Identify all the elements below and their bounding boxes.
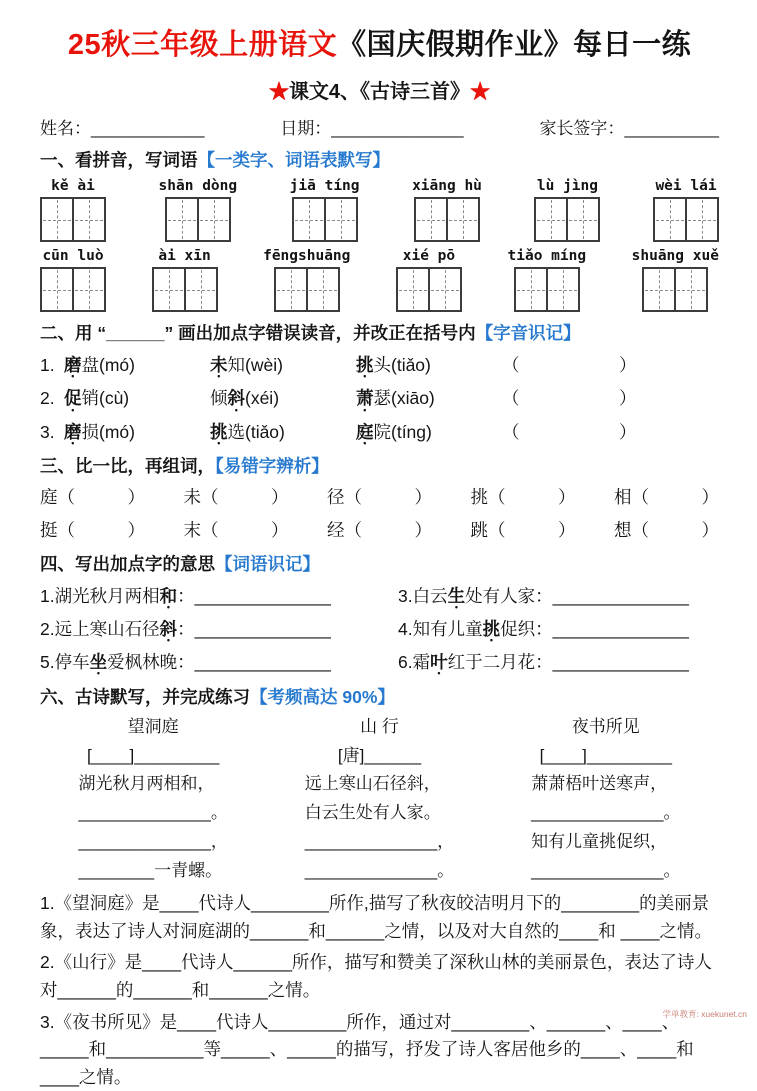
- row-number: 2.: [40, 388, 55, 409]
- section2-tag: 【字音识记】: [475, 323, 581, 343]
- row-number: 3.: [40, 421, 55, 442]
- pinyin-label: fēngshuāng: [263, 248, 351, 264]
- dotted-char: 斜: [227, 388, 245, 409]
- writing-grid: [292, 197, 358, 242]
- question-1: 1.《望洞庭》是____代诗人________所作,描写了秋夜皎洁明月下的________的美丽景象，表达了诗人对洞庭湖的______和______之情，以及对大自然的____和 ____之情。: [40, 892, 713, 941]
- poem-line: 远上寒山石径斜，: [304, 774, 441, 794]
- pinyin-label: xiāng hù: [412, 178, 482, 194]
- pinyin-item: [40, 178, 106, 242]
- meta-row: [40, 114, 719, 139]
- writing-grid: [165, 197, 231, 242]
- pinyin-label: shuāng xuě: [631, 248, 719, 264]
- poem-line: ______________。: [304, 861, 455, 881]
- dotted-char: 挑: [482, 619, 501, 640]
- date-blank: ______________: [331, 119, 464, 138]
- word-item: 挑头(tiǎo): [356, 353, 502, 378]
- word-item: 挑选(tiǎo): [210, 420, 356, 445]
- compare-item: 相（ ）: [614, 487, 719, 508]
- poem-line: ______________，: [304, 832, 455, 852]
- answer-blank: ______________: [552, 652, 689, 673]
- watermark: 学单教育: xuekunet.cn: [662, 1009, 747, 1019]
- compare-item: 跳（ ）: [470, 519, 576, 540]
- title-red-part: 25秋三年级上册语文: [67, 29, 338, 61]
- writing-grid: [152, 267, 218, 312]
- pinyin-item: [632, 248, 719, 312]
- meaning-item: 2.远上寒山石径斜：______________: [40, 616, 398, 642]
- dotted-char: 萧: [356, 388, 374, 409]
- poem-line: 白云生处有人家。: [304, 803, 441, 823]
- dotted-char: 未: [210, 355, 228, 375]
- pinyin-label: tiǎo míng: [507, 248, 587, 264]
- poem-author-blank: [____]_________: [86, 745, 220, 765]
- page-title: [40, 22, 719, 63]
- pinyin-label: jiā tíng: [289, 178, 360, 194]
- poem-line: ______________。: [78, 803, 228, 823]
- word-item: 磨损(mó): [64, 420, 210, 445]
- meaning-grid: [40, 576, 719, 676]
- poem-shanxing: [266, 713, 492, 886]
- dotted-char: 庭: [356, 421, 374, 442]
- section2-heading-pre: 二、用 “: [40, 323, 107, 343]
- dotted-char: 坐: [89, 652, 108, 673]
- poem-author-blank: [____]_________: [539, 745, 672, 765]
- writing-grid: [534, 197, 600, 242]
- poem-line: ______________。: [531, 861, 681, 881]
- compare-item: 想（ ）: [614, 519, 719, 540]
- compare-item: 末（ ）: [183, 519, 289, 540]
- meaning-item: 3.白云生处有人家：______________: [398, 583, 719, 609]
- compare-item: 挺（ ）: [40, 519, 145, 540]
- writing-grid: [40, 267, 106, 312]
- pinyin-item: [653, 178, 719, 242]
- meaning-item: 6.霜叶红于二月花：______________: [398, 649, 719, 675]
- answer-blank: ______________: [194, 585, 331, 606]
- signature-blank: __________: [624, 119, 719, 138]
- compare-item: 庭（ ）: [40, 487, 145, 508]
- poem-lines: [78, 770, 227, 886]
- section4-heading: [40, 551, 719, 576]
- section1-heading-text: 一、看拼音，写词语: [40, 150, 198, 170]
- poem-line: ________一青螺。: [78, 861, 223, 881]
- dotted-char: 生: [447, 585, 466, 606]
- pinyin-label: ài xīn: [158, 248, 211, 264]
- section4-heading-text: 四、写出加点字的意思: [40, 553, 215, 574]
- date-field: [280, 114, 463, 139]
- compare-row: [40, 485, 719, 510]
- poem-line: 萧萧梧叶送寒声，: [531, 774, 668, 794]
- word-item: 磨盘(mó): [64, 353, 210, 378]
- writing-grid: [274, 267, 340, 312]
- writing-grid: [642, 267, 708, 312]
- dotted-char: 促: [64, 388, 82, 409]
- dotted-char: 斜: [159, 619, 178, 640]
- pinyin-item: [159, 178, 238, 242]
- pinyin-item: [534, 178, 600, 242]
- star-icon: ★: [268, 81, 289, 103]
- writing-grid: [514, 267, 580, 312]
- word-item: 倾斜(xéi): [210, 386, 356, 411]
- section4-tag: 【词语识记】: [215, 553, 320, 574]
- meaning-item: 1.湖光秋月两相和：______________: [40, 583, 398, 609]
- pinyin-item: [290, 178, 360, 242]
- answer-blank: ______________: [194, 619, 331, 640]
- compare-item: 挑（ ）: [470, 487, 576, 508]
- word-item: 促销(cù): [64, 386, 210, 411]
- compare-item: 未（ ）: [183, 487, 289, 508]
- star-icon: ★: [470, 81, 491, 103]
- section1-tag: 【一类字、词语表默写】: [197, 150, 390, 170]
- meaning-item: 4.知有儿童挑促织：______________: [398, 616, 719, 642]
- signature-field: [539, 114, 719, 139]
- pinyin-label: xié pō: [402, 248, 456, 264]
- meaning-item: 5.停车坐爱枫林晚：______________: [40, 649, 398, 675]
- poem-title: 望洞庭: [127, 716, 179, 736]
- pinyin-item: [508, 248, 587, 312]
- pinyin-label: lù jìng: [536, 178, 598, 194]
- dotted-char: 磨: [64, 355, 82, 375]
- pinyin-row-2: [40, 248, 719, 312]
- poem-lines: [305, 770, 454, 886]
- poem-title: 山 行: [360, 716, 399, 736]
- writing-grid: [414, 197, 480, 242]
- pinyin-label: wèi lái: [655, 178, 717, 194]
- pinyin-row-1: [40, 178, 719, 242]
- poem-lines: [531, 770, 680, 886]
- questions-block: [40, 890, 719, 1091]
- answer-blank: ______________: [194, 652, 331, 673]
- section6-tag: 【考频高达 90%】: [250, 686, 395, 707]
- answer-blank: ______________: [552, 619, 689, 640]
- section2-heading-post: ” 画出加点字错误读音，并改正在括号内: [164, 323, 476, 343]
- section1-heading: [40, 147, 719, 172]
- pinyin-label: shān dòng: [158, 178, 238, 194]
- dotted-char: 和: [159, 585, 178, 606]
- answer-parentheses: （ ）: [502, 388, 639, 409]
- phonetic-row: [40, 386, 719, 411]
- name-label: 姓名：: [40, 119, 91, 138]
- section6-heading-text: 六、古诗默写，并完成练习: [40, 686, 250, 707]
- dotted-char: 挑: [356, 355, 374, 375]
- poem-yeshusuojian: [493, 713, 719, 886]
- poems-container: [40, 713, 719, 886]
- pinyin-label: kě ài: [51, 178, 95, 194]
- poem-wangdongting: [40, 713, 266, 886]
- word-item: 未知(wèi): [210, 353, 356, 378]
- pinyin-item: [152, 248, 218, 312]
- name-field: [40, 114, 204, 139]
- pinyin-label: cūn luò: [42, 248, 104, 264]
- question-2: 2.《山行》是____代诗人______所作，描写和赞美了深秋山林的美丽景色，表达了诗人对______的______和______之情。: [40, 952, 712, 1000]
- compare-item: 径（ ）: [327, 487, 432, 508]
- section3-heading-text: 三、比一比，再组词，: [40, 456, 215, 477]
- section3-tag: 【易错字辨析】: [215, 456, 329, 477]
- phonetic-row: [40, 420, 719, 445]
- writing-grid: [396, 267, 462, 312]
- dotted-char: 叶: [430, 652, 448, 673]
- writing-grid: [40, 197, 106, 242]
- section2-heading: [40, 320, 719, 345]
- row-number: 1.: [40, 355, 55, 375]
- word-item: 庭院(tíng): [356, 420, 502, 445]
- signature-label: 家长签字：: [539, 119, 625, 138]
- compare-row: [40, 518, 719, 543]
- answer-parentheses: （ ）: [502, 355, 639, 375]
- pinyin-item: [263, 248, 350, 312]
- pinyin-item: [412, 178, 482, 242]
- writing-grid: [653, 197, 719, 242]
- poem-author-blank: [唐]______: [337, 745, 422, 765]
- date-label: 日期：: [280, 119, 332, 138]
- answer-blank: ______________: [552, 585, 689, 606]
- answer-parentheses: （ ）: [502, 421, 639, 442]
- subtitle-text: 课文4、《古诗三首》: [288, 81, 471, 103]
- word-item: 萧瑟(xiāo): [356, 386, 502, 411]
- dotted-char: 磨: [64, 421, 82, 442]
- phonetic-row: [40, 353, 719, 378]
- compare-item: 经（ ）: [327, 519, 432, 540]
- title-black-part: 《国庆假期作业》每日一练: [337, 29, 692, 61]
- poem-line: ______________。: [531, 803, 681, 823]
- poem-line: ______________，: [78, 832, 228, 852]
- dotted-char: 挑: [210, 421, 228, 442]
- pinyin-item: [396, 248, 462, 312]
- section6-heading: [40, 684, 719, 709]
- question-3: 3.《夜书所见》是____代诗人________所作，通过对________、______、____、_____和__________等_____、_____的描写，抒发了诗人客居他乡的____、____和____之情。: [40, 1011, 694, 1087]
- poem-line: 知有儿童挑促织，: [531, 832, 668, 852]
- poem-title: 夜书所见: [571, 716, 640, 736]
- name-blank: ____________: [91, 119, 205, 138]
- section3-heading: [40, 453, 719, 478]
- lesson-subtitle: [40, 75, 719, 104]
- section2-heading-blank: ______: [106, 323, 165, 343]
- poem-line: 湖光秋月两相和，: [78, 774, 215, 794]
- pinyin-item: [40, 248, 106, 312]
